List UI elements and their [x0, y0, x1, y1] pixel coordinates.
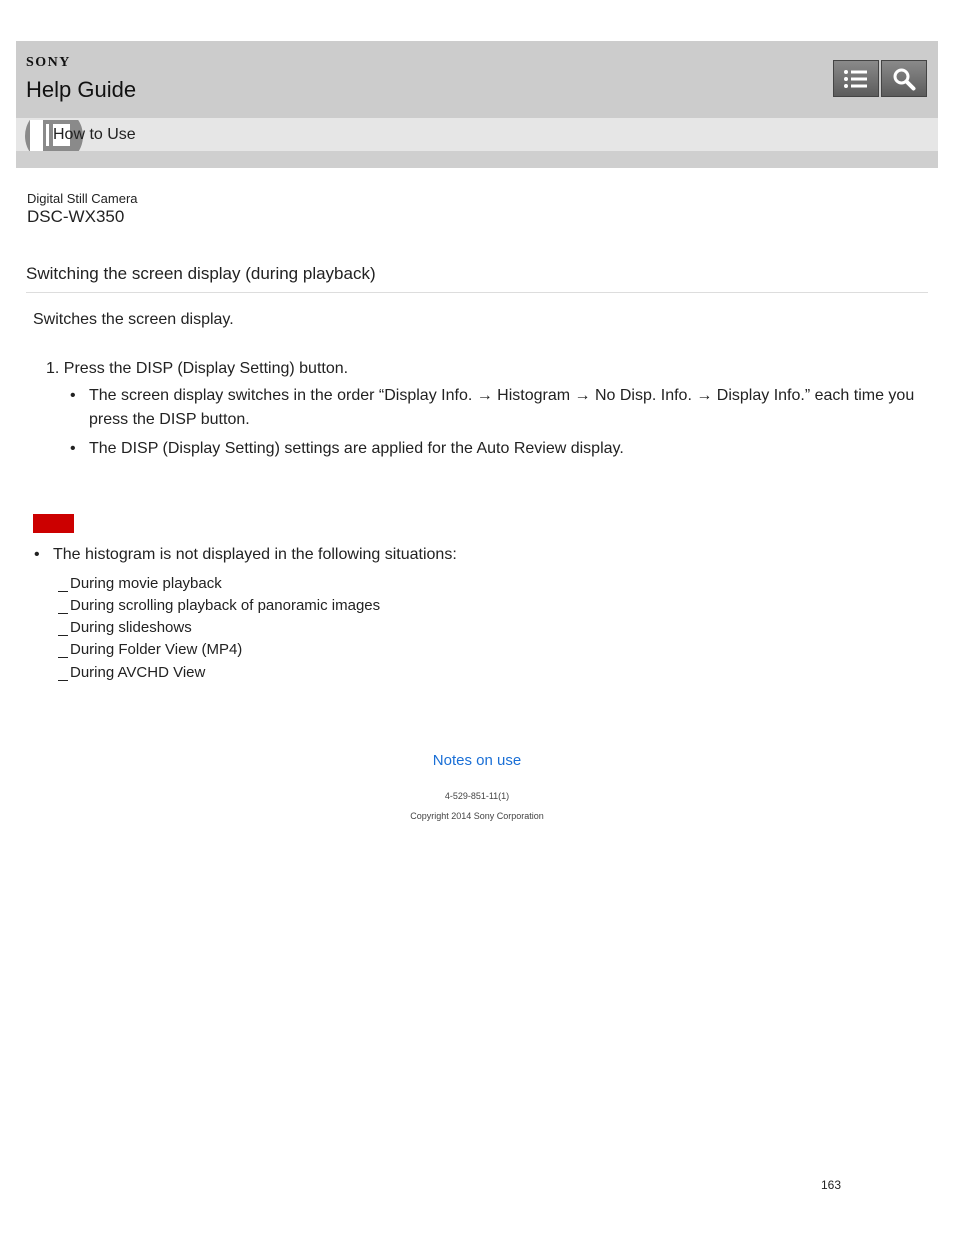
- product-model: DSC-WX350: [27, 207, 125, 226]
- dash-icon: [58, 680, 68, 681]
- heading-divider: [26, 292, 928, 293]
- sony-logo: SONY: [26, 55, 71, 70]
- dash-icon: [58, 591, 68, 592]
- dash-icon: [58, 613, 68, 614]
- dash-icon: [58, 635, 68, 636]
- note-item: During movie playback: [58, 575, 222, 592]
- notes-on-use-link-text[interactable]: Notes on use: [432, 752, 522, 769]
- note-item: During Folder View (MP4): [58, 641, 242, 658]
- document-number: 4-529-851-11(1): [444, 791, 510, 801]
- breadcrumb: [16, 118, 938, 151]
- note-item: During scrolling playback of panoramic images: [58, 597, 380, 614]
- dash-icon: [58, 657, 68, 658]
- bullet-icon: •: [34, 546, 40, 563]
- step-bullet-text: The screen display switches in the order “Display Info. → Histogram → No Disp. Info. → Display Info.” each time you press the DISP button.: [89, 387, 915, 428]
- breadcrumb-how-to-use[interactable]: How to Use: [53, 126, 136, 143]
- bullet-icon: •: [70, 387, 76, 404]
- step-bullet-text: The DISP (Display Setting) settings are applied for the Auto Review display.: [89, 440, 624, 457]
- step-1: 1. Press the DISP (Display Setting) button.: [46, 360, 349, 377]
- note-marker: [33, 514, 74, 533]
- list-icon: [843, 68, 869, 90]
- header: [16, 41, 938, 168]
- product-type: Digital Still Camera: [27, 191, 138, 206]
- table-of-contents-button[interactable]: [833, 60, 879, 97]
- note-item: During AVCHD View: [58, 664, 205, 681]
- help-guide-title[interactable]: Help Guide: [26, 77, 137, 102]
- page-number: 163: [821, 1178, 842, 1192]
- page-title: Switching the screen display (during playback): [26, 264, 376, 283]
- search-button[interactable]: [881, 60, 927, 97]
- note-item: During slideshows: [58, 619, 192, 636]
- notes-on-use-link: [0, 752, 954, 769]
- header-top-bar: [16, 41, 938, 118]
- bullet-icon: •: [70, 440, 76, 457]
- search-icon: [892, 67, 916, 91]
- intro-text: Switches the screen display.: [33, 311, 234, 328]
- copyright: Copyright 2014 Sony Corporation: [410, 811, 544, 821]
- note-bullet-text: The histogram is not displayed in the following situations:: [53, 546, 457, 563]
